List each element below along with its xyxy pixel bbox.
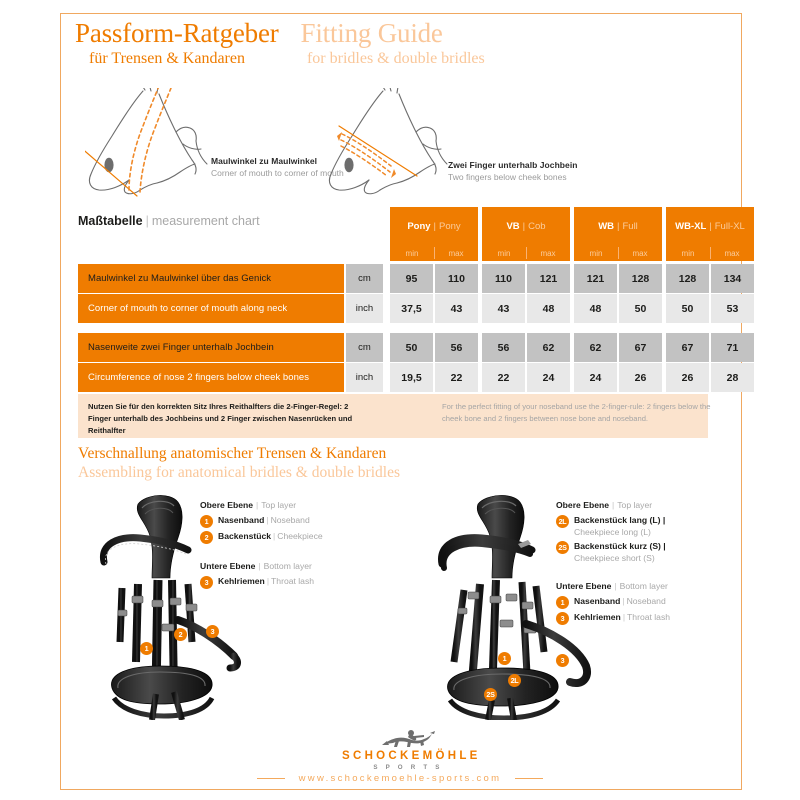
table-cell: 43 [482, 294, 525, 323]
minmax-divider [526, 247, 527, 259]
table-cell: 56 [482, 333, 525, 362]
diagram-caption-1 [211, 156, 344, 178]
legend-group-title-top: Obere Ebene | Top layer [556, 500, 653, 510]
minmax-max: max [632, 248, 648, 258]
bridle-marker-2S: 2S [484, 688, 497, 701]
table-cell: 43 [435, 294, 478, 323]
legend-text: Backenstück lang (L) | Cheekpiece long (L) [574, 515, 666, 537]
page-title-de: Passform-Ratgeber [75, 18, 279, 48]
table-cell: 56 [435, 333, 478, 362]
legend-item-noseband [556, 596, 670, 609]
table-cell: 50 [666, 294, 709, 323]
bridle-marker-2L: 2L [508, 674, 521, 687]
legend-item-cheekpiece-short [556, 541, 670, 564]
size-header-wb-en: Full [622, 220, 638, 232]
bridle-marker-1: 1 [140, 642, 153, 655]
table-unit-1-de: cm [346, 264, 383, 293]
dash-left [257, 778, 285, 779]
measurement-chart-title-en: measurement chart [151, 214, 260, 228]
table-cell: 53 [711, 294, 754, 323]
bridle-marker-3: 3 [206, 625, 219, 638]
size-header-wbxl: WB-XL | Full-XL [666, 207, 754, 245]
diagram-caption-2-en: Two fingers below cheek bones [448, 172, 567, 182]
table-cell: 48 [527, 294, 570, 323]
table-row-label-1-en: Corner of mouth to corner of mouth along neck [78, 294, 344, 323]
table-cell: 50 [619, 294, 662, 323]
measurement-chart-title [78, 212, 260, 230]
table-cell: 134 [711, 264, 754, 293]
legend-text: Nasenband | Noseband [218, 515, 310, 525]
legend-group-title-bottom: Untere Ebene | Bottom layer [556, 581, 668, 592]
table-cell: 110 [482, 264, 525, 293]
table-cell: 24 [527, 363, 570, 392]
legend-item-throatlash [556, 612, 670, 625]
minmax-max: max [540, 248, 556, 258]
table-cell: 128 [666, 264, 709, 293]
minmax-header-wb [574, 245, 662, 261]
page-title-en: Fitting Guide [300, 18, 443, 48]
legend-text: Kehlriemen | Throat lash [218, 576, 315, 586]
legend-double-bridle [556, 500, 670, 628]
size-header-pony-de: Pony [407, 220, 431, 232]
table-unit-1-en: inch [346, 294, 383, 323]
page-subtitle-en: for bridles & double bridles [306, 50, 485, 67]
table-cell: 121 [527, 264, 570, 293]
legend-gap [556, 567, 670, 581]
size-header-wbxl-en: Full-XL [714, 220, 745, 232]
legend-group-title-top: Obere Ebene | Top layer [200, 500, 297, 510]
brand-logo [342, 727, 481, 771]
brand-name: SCHOCKEMÖHLE [342, 750, 481, 762]
table-cell: 28 [711, 363, 754, 392]
minmax-min: min [681, 248, 695, 258]
website-url[interactable]: www.schockemoehle-sports.com [298, 773, 502, 784]
table-row-label-2-en: Circumference of nose 2 fingers below cheek bones [78, 363, 344, 392]
legend-gap [200, 547, 323, 561]
legend-item-throatlash [200, 576, 323, 589]
horse-and-rider-icon [380, 727, 436, 749]
fitting-note-en: For the perfect fitting of your noseband use the 2-finger-rule: 2 fingers below the cheek bone and 2 fingers between nose bone and noseband. [442, 402, 711, 423]
table-cell: 50 [390, 333, 433, 362]
diagram-caption-1-de: Maulwinkel zu Maulwinkel [211, 156, 318, 166]
table-cell: 67 [619, 333, 662, 362]
legend-item-cheekpiece [200, 531, 323, 544]
table-cell: 19,5 [390, 363, 433, 392]
size-header-vb-en: Cob [528, 220, 546, 232]
legend-text: Backenstück | Cheekpiece [218, 531, 323, 541]
size-header-wb: WB | Full [574, 207, 662, 245]
legend-badge: 2S [556, 541, 569, 554]
legend-badge: 1 [556, 596, 569, 609]
title-separator: | [145, 214, 149, 228]
measurement-chart-title-de: Maßtabelle [78, 214, 143, 228]
brand-tagline: S P O R T S [373, 764, 443, 771]
minmax-header-pony [390, 245, 478, 261]
diagram-caption-2 [448, 160, 578, 182]
bridle-marker-3: 3 [556, 654, 569, 667]
legend-badge: 2L [556, 515, 569, 528]
legend-text: Kehlriemen | Throat lash [574, 612, 671, 623]
table-row-label-1-de: Maulwinkel zu Maulwinkel über das Genick [78, 264, 344, 293]
legend-text: Backenstück kurz (S) | Cheekpiece short (S) [574, 541, 666, 563]
minmax-divider [710, 247, 711, 259]
minmax-divider [618, 247, 619, 259]
legend-group-title-bottom: Untere Ebene | Bottom layer [200, 561, 312, 571]
size-header-pony-en: Pony [439, 220, 461, 232]
diagram-two-fingers-cheekbone [325, 88, 645, 198]
minmax-header-wbxl [666, 245, 754, 261]
dash-right [515, 778, 543, 779]
table-cell: 110 [435, 264, 478, 293]
table-cell: 62 [574, 333, 617, 362]
legend-badge: 1 [200, 515, 213, 528]
assembling-section-title [78, 445, 400, 482]
minmax-max: max [724, 248, 740, 258]
fitting-note-box [78, 394, 711, 438]
table-cell: 48 [574, 294, 617, 323]
table-row-label-2-de: Nasenweite zwei Finger unterhalb Jochbein [78, 333, 344, 362]
table-cell: 95 [390, 264, 433, 293]
diagram-caption-1-en: Corner of mouth to corner of mouth [211, 168, 344, 178]
legend-badge: 3 [200, 576, 213, 589]
table-cell: 22 [435, 363, 478, 392]
minmax-min: min [497, 248, 511, 258]
minmax-header-vb [482, 245, 570, 261]
legend-item-noseband [200, 515, 323, 528]
minmax-divider [434, 247, 435, 259]
bridle-marker-2: 2 [174, 628, 187, 641]
diagram-caption-2-de: Zwei Finger unterhalb Jochbein [448, 160, 578, 170]
page-header [75, 18, 725, 68]
table-cell: 24 [574, 363, 617, 392]
website-url-row [0, 773, 800, 784]
table-cell: 71 [711, 333, 754, 362]
table-cell: 26 [666, 363, 709, 392]
size-header-pony: Pony | Pony [390, 207, 478, 245]
legend-badge: 3 [556, 612, 569, 625]
legend-item-cheekpiece-long [556, 515, 670, 538]
fitting-note-de: Nutzen Sie für den korrekten Sitz Ihres Reithalfters die 2-Finger-Regel: 2 Finger unterhalb des Jochbeins und 2 Finger zwischen Nasenrücken und Reithalfter [88, 402, 353, 435]
assembling-title-de: Verschnallung anatomischer Trensen & Kandaren [78, 445, 387, 462]
size-header-vb: VB | Cob [482, 207, 570, 245]
minmax-max: max [448, 248, 464, 258]
size-header-wb-de: WB [598, 220, 615, 232]
page-subtitle-de: für Trensen & Kandaren [89, 50, 245, 67]
assembling-title-en: Assembling for anatomical bridles & double bridles [78, 464, 400, 481]
legend-text: Nasenband | Noseband [574, 596, 666, 607]
table-cell: 62 [527, 333, 570, 362]
table-unit-2-en: inch [346, 363, 383, 392]
legend-snaffle [200, 500, 323, 592]
legend-badge: 2 [200, 531, 213, 544]
size-header-vb-de: VB [506, 220, 520, 232]
table-cell: 22 [482, 363, 525, 392]
table-cell: 26 [619, 363, 662, 392]
table-cell: 37,5 [390, 294, 433, 323]
table-cell: 121 [574, 264, 617, 293]
minmax-min: min [589, 248, 603, 258]
bridle-marker-1: 1 [498, 652, 511, 665]
table-unit-2-de: cm [346, 333, 383, 362]
size-header-wbxl-de: WB-XL [675, 220, 707, 232]
horse-head-outline-icon [85, 88, 285, 198]
measurement-diagrams [75, 88, 725, 198]
table-cell: 128 [619, 264, 662, 293]
minmax-min: min [405, 248, 419, 258]
table-cell: 67 [666, 333, 709, 362]
